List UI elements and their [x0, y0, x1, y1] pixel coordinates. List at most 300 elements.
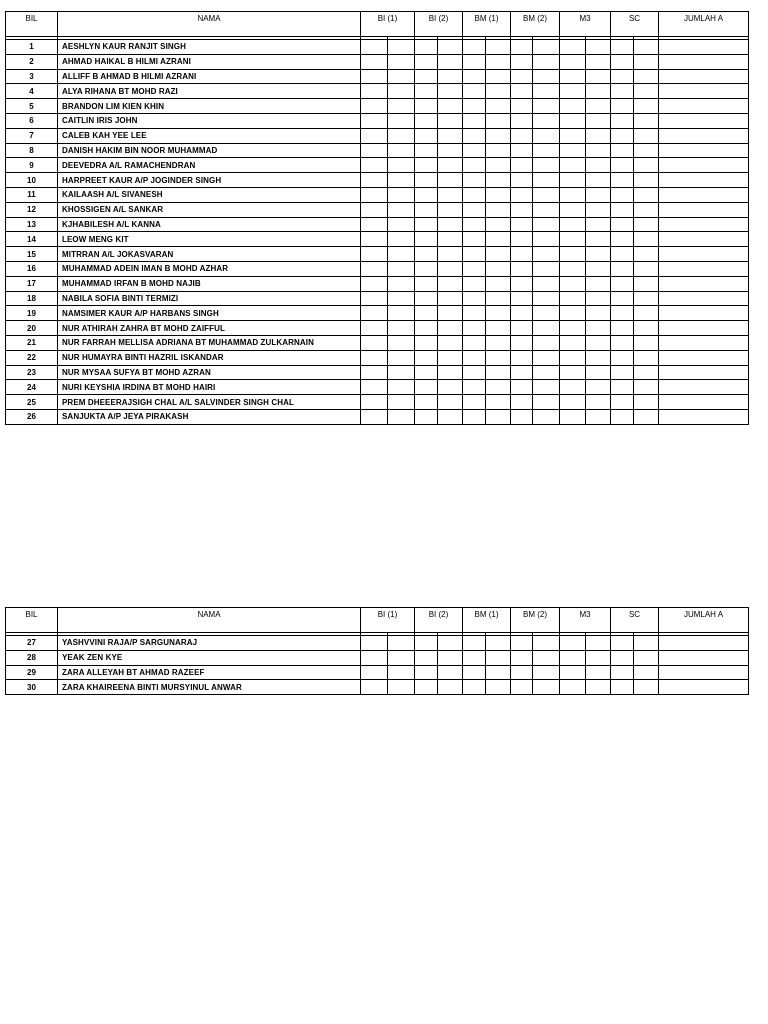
mark-cell[interactable] — [415, 395, 438, 410]
mark-cell[interactable] — [586, 232, 611, 247]
mark-cell[interactable] — [486, 306, 511, 321]
mark-cell[interactable] — [511, 158, 533, 173]
mark-cell[interactable] — [511, 409, 533, 424]
mark-cell[interactable] — [463, 321, 486, 336]
mark-cell[interactable] — [463, 69, 486, 84]
mark-cell[interactable] — [611, 40, 634, 55]
mark-cell[interactable] — [560, 158, 586, 173]
mark-cell[interactable] — [463, 636, 486, 651]
mark-cell[interactable] — [463, 113, 486, 128]
mark-cell[interactable] — [388, 261, 415, 276]
mark-cell[interactable] — [533, 84, 560, 99]
mark-cell[interactable] — [511, 261, 533, 276]
mark-cell[interactable] — [560, 187, 586, 202]
mark-cell[interactable] — [586, 276, 611, 291]
mark-cell[interactable] — [415, 636, 438, 651]
mark-cell[interactable] — [533, 99, 560, 114]
mark-cell[interactable] — [511, 113, 533, 128]
mark-cell[interactable] — [634, 187, 659, 202]
mark-cell[interactable] — [463, 350, 486, 365]
mark-cell[interactable] — [415, 69, 438, 84]
mark-cell[interactable] — [415, 232, 438, 247]
mark-cell[interactable] — [486, 143, 511, 158]
mark-cell[interactable] — [486, 247, 511, 262]
mark-cell[interactable] — [361, 202, 388, 217]
mark-cell[interactable] — [486, 335, 511, 350]
mark-cell[interactable] — [611, 335, 634, 350]
mark-cell[interactable] — [511, 680, 533, 695]
jumlah-cell[interactable] — [659, 143, 749, 158]
mark-cell[interactable] — [560, 173, 586, 188]
mark-cell[interactable] — [586, 261, 611, 276]
mark-cell[interactable] — [611, 128, 634, 143]
mark-cell[interactable] — [361, 173, 388, 188]
mark-cell[interactable] — [361, 650, 388, 665]
mark-cell[interactable] — [560, 306, 586, 321]
mark-cell[interactable] — [634, 291, 659, 306]
mark-cell[interactable] — [634, 680, 659, 695]
jumlah-cell[interactable] — [659, 291, 749, 306]
mark-cell[interactable] — [415, 173, 438, 188]
mark-cell[interactable] — [361, 680, 388, 695]
mark-cell[interactable] — [511, 395, 533, 410]
mark-cell[interactable] — [415, 335, 438, 350]
mark-cell[interactable] — [486, 217, 511, 232]
mark-cell[interactable] — [361, 321, 388, 336]
mark-cell[interactable] — [634, 665, 659, 680]
mark-cell[interactable] — [586, 202, 611, 217]
mark-cell[interactable] — [361, 365, 388, 380]
mark-cell[interactable] — [634, 350, 659, 365]
mark-cell[interactable] — [611, 54, 634, 69]
mark-cell[interactable] — [361, 232, 388, 247]
mark-cell[interactable] — [388, 143, 415, 158]
mark-cell[interactable] — [438, 158, 463, 173]
jumlah-cell[interactable] — [659, 395, 749, 410]
mark-cell[interactable] — [486, 113, 511, 128]
mark-cell[interactable] — [415, 306, 438, 321]
mark-cell[interactable] — [586, 113, 611, 128]
jumlah-cell[interactable] — [659, 321, 749, 336]
mark-cell[interactable] — [463, 365, 486, 380]
mark-cell[interactable] — [415, 291, 438, 306]
mark-cell[interactable] — [511, 173, 533, 188]
mark-cell[interactable] — [415, 187, 438, 202]
mark-cell[interactable] — [634, 261, 659, 276]
mark-cell[interactable] — [560, 128, 586, 143]
mark-cell[interactable] — [533, 276, 560, 291]
mark-cell[interactable] — [486, 232, 511, 247]
mark-cell[interactable] — [486, 40, 511, 55]
mark-cell[interactable] — [463, 247, 486, 262]
mark-cell[interactable] — [415, 128, 438, 143]
mark-cell[interactable] — [361, 84, 388, 99]
mark-cell[interactable] — [463, 128, 486, 143]
mark-cell[interactable] — [415, 54, 438, 69]
mark-cell[interactable] — [634, 113, 659, 128]
mark-cell[interactable] — [486, 84, 511, 99]
mark-cell[interactable] — [438, 380, 463, 395]
jumlah-cell[interactable] — [659, 380, 749, 395]
mark-cell[interactable] — [438, 247, 463, 262]
mark-cell[interactable] — [486, 158, 511, 173]
jumlah-cell[interactable] — [659, 261, 749, 276]
mark-cell[interactable] — [634, 143, 659, 158]
mark-cell[interactable] — [438, 650, 463, 665]
mark-cell[interactable] — [634, 128, 659, 143]
jumlah-cell[interactable] — [659, 680, 749, 695]
mark-cell[interactable] — [415, 276, 438, 291]
mark-cell[interactable] — [634, 365, 659, 380]
mark-cell[interactable] — [361, 143, 388, 158]
mark-cell[interactable] — [388, 84, 415, 99]
mark-cell[interactable] — [586, 84, 611, 99]
mark-cell[interactable] — [634, 247, 659, 262]
mark-cell[interactable] — [388, 365, 415, 380]
mark-cell[interactable] — [586, 665, 611, 680]
mark-cell[interactable] — [415, 380, 438, 395]
mark-cell[interactable] — [415, 365, 438, 380]
mark-cell[interactable] — [361, 306, 388, 321]
mark-cell[interactable] — [463, 202, 486, 217]
mark-cell[interactable] — [438, 232, 463, 247]
mark-cell[interactable] — [634, 395, 659, 410]
mark-cell[interactable] — [388, 69, 415, 84]
mark-cell[interactable] — [560, 680, 586, 695]
mark-cell[interactable] — [388, 291, 415, 306]
mark-cell[interactable] — [438, 291, 463, 306]
mark-cell[interactable] — [388, 128, 415, 143]
mark-cell[interactable] — [560, 113, 586, 128]
mark-cell[interactable] — [611, 276, 634, 291]
mark-cell[interactable] — [533, 650, 560, 665]
mark-cell[interactable] — [533, 365, 560, 380]
mark-cell[interactable] — [438, 335, 463, 350]
mark-cell[interactable] — [560, 232, 586, 247]
mark-cell[interactable] — [463, 395, 486, 410]
mark-cell[interactable] — [388, 232, 415, 247]
mark-cell[interactable] — [511, 350, 533, 365]
mark-cell[interactable] — [361, 665, 388, 680]
mark-cell[interactable] — [560, 380, 586, 395]
mark-cell[interactable] — [438, 350, 463, 365]
mark-cell[interactable] — [634, 84, 659, 99]
mark-cell[interactable] — [438, 276, 463, 291]
mark-cell[interactable] — [586, 321, 611, 336]
mark-cell[interactable] — [511, 276, 533, 291]
mark-cell[interactable] — [611, 247, 634, 262]
mark-cell[interactable] — [511, 187, 533, 202]
mark-cell[interactable] — [611, 143, 634, 158]
mark-cell[interactable] — [463, 380, 486, 395]
mark-cell[interactable] — [438, 187, 463, 202]
jumlah-cell[interactable] — [659, 217, 749, 232]
mark-cell[interactable] — [560, 321, 586, 336]
mark-cell[interactable] — [560, 143, 586, 158]
jumlah-cell[interactable] — [659, 636, 749, 651]
mark-cell[interactable] — [438, 306, 463, 321]
mark-cell[interactable] — [533, 291, 560, 306]
mark-cell[interactable] — [415, 99, 438, 114]
mark-cell[interactable] — [415, 650, 438, 665]
mark-cell[interactable] — [560, 409, 586, 424]
mark-cell[interactable] — [586, 350, 611, 365]
mark-cell[interactable] — [438, 365, 463, 380]
mark-cell[interactable] — [486, 276, 511, 291]
mark-cell[interactable] — [611, 306, 634, 321]
mark-cell[interactable] — [463, 217, 486, 232]
mark-cell[interactable] — [388, 158, 415, 173]
jumlah-cell[interactable] — [659, 276, 749, 291]
mark-cell[interactable] — [634, 409, 659, 424]
mark-cell[interactable] — [586, 409, 611, 424]
mark-cell[interactable] — [388, 173, 415, 188]
mark-cell[interactable] — [560, 365, 586, 380]
mark-cell[interactable] — [486, 350, 511, 365]
mark-cell[interactable] — [361, 276, 388, 291]
mark-cell[interactable] — [611, 187, 634, 202]
mark-cell[interactable] — [361, 99, 388, 114]
mark-cell[interactable] — [388, 680, 415, 695]
mark-cell[interactable] — [438, 321, 463, 336]
mark-cell[interactable] — [634, 202, 659, 217]
mark-cell[interactable] — [361, 158, 388, 173]
mark-cell[interactable] — [511, 128, 533, 143]
mark-cell[interactable] — [388, 380, 415, 395]
jumlah-cell[interactable] — [659, 247, 749, 262]
mark-cell[interactable] — [611, 380, 634, 395]
mark-cell[interactable] — [361, 217, 388, 232]
jumlah-cell[interactable] — [659, 99, 749, 114]
mark-cell[interactable] — [438, 113, 463, 128]
mark-cell[interactable] — [438, 680, 463, 695]
jumlah-cell[interactable] — [659, 306, 749, 321]
mark-cell[interactable] — [586, 54, 611, 69]
mark-cell[interactable] — [560, 69, 586, 84]
jumlah-cell[interactable] — [659, 113, 749, 128]
mark-cell[interactable] — [388, 636, 415, 651]
jumlah-cell[interactable] — [659, 409, 749, 424]
mark-cell[interactable] — [586, 40, 611, 55]
mark-cell[interactable] — [463, 187, 486, 202]
mark-cell[interactable] — [415, 113, 438, 128]
jumlah-cell[interactable] — [659, 202, 749, 217]
mark-cell[interactable] — [533, 335, 560, 350]
jumlah-cell[interactable] — [659, 40, 749, 55]
mark-cell[interactable] — [611, 321, 634, 336]
mark-cell[interactable] — [511, 232, 533, 247]
mark-cell[interactable] — [634, 40, 659, 55]
mark-cell[interactable] — [586, 143, 611, 158]
mark-cell[interactable] — [415, 261, 438, 276]
jumlah-cell[interactable] — [659, 335, 749, 350]
mark-cell[interactable] — [511, 650, 533, 665]
mark-cell[interactable] — [560, 40, 586, 55]
mark-cell[interactable] — [415, 409, 438, 424]
mark-cell[interactable] — [634, 173, 659, 188]
mark-cell[interactable] — [388, 335, 415, 350]
mark-cell[interactable] — [438, 69, 463, 84]
mark-cell[interactable] — [486, 99, 511, 114]
mark-cell[interactable] — [586, 173, 611, 188]
mark-cell[interactable] — [438, 99, 463, 114]
mark-cell[interactable] — [486, 202, 511, 217]
mark-cell[interactable] — [361, 636, 388, 651]
mark-cell[interactable] — [533, 395, 560, 410]
jumlah-cell[interactable] — [659, 187, 749, 202]
mark-cell[interactable] — [415, 247, 438, 262]
mark-cell[interactable] — [560, 636, 586, 651]
mark-cell[interactable] — [438, 409, 463, 424]
mark-cell[interactable] — [611, 232, 634, 247]
mark-cell[interactable] — [438, 40, 463, 55]
mark-cell[interactable] — [361, 380, 388, 395]
mark-cell[interactable] — [511, 380, 533, 395]
mark-cell[interactable] — [438, 202, 463, 217]
mark-cell[interactable] — [486, 54, 511, 69]
jumlah-cell[interactable] — [659, 158, 749, 173]
jumlah-cell[interactable] — [659, 54, 749, 69]
mark-cell[interactable] — [634, 217, 659, 232]
mark-cell[interactable] — [415, 665, 438, 680]
mark-cell[interactable] — [486, 128, 511, 143]
mark-cell[interactable] — [560, 202, 586, 217]
mark-cell[interactable] — [486, 636, 511, 651]
mark-cell[interactable] — [438, 261, 463, 276]
mark-cell[interactable] — [533, 261, 560, 276]
mark-cell[interactable] — [560, 291, 586, 306]
mark-cell[interactable] — [361, 409, 388, 424]
mark-cell[interactable] — [611, 395, 634, 410]
mark-cell[interactable] — [560, 217, 586, 232]
mark-cell[interactable] — [361, 335, 388, 350]
mark-cell[interactable] — [560, 350, 586, 365]
mark-cell[interactable] — [388, 217, 415, 232]
mark-cell[interactable] — [463, 40, 486, 55]
mark-cell[interactable] — [533, 69, 560, 84]
mark-cell[interactable] — [611, 650, 634, 665]
mark-cell[interactable] — [533, 128, 560, 143]
mark-cell[interactable] — [586, 650, 611, 665]
mark-cell[interactable] — [560, 247, 586, 262]
mark-cell[interactable] — [486, 173, 511, 188]
mark-cell[interactable] — [388, 40, 415, 55]
mark-cell[interactable] — [511, 636, 533, 651]
mark-cell[interactable] — [438, 665, 463, 680]
mark-cell[interactable] — [533, 143, 560, 158]
mark-cell[interactable] — [533, 217, 560, 232]
mark-cell[interactable] — [533, 380, 560, 395]
mark-cell[interactable] — [486, 69, 511, 84]
jumlah-cell[interactable] — [659, 365, 749, 380]
mark-cell[interactable] — [611, 84, 634, 99]
mark-cell[interactable] — [634, 158, 659, 173]
jumlah-cell[interactable] — [659, 232, 749, 247]
mark-cell[interactable] — [415, 321, 438, 336]
mark-cell[interactable] — [486, 665, 511, 680]
mark-cell[interactable] — [586, 306, 611, 321]
mark-cell[interactable] — [586, 158, 611, 173]
mark-cell[interactable] — [533, 247, 560, 262]
mark-cell[interactable] — [586, 99, 611, 114]
mark-cell[interactable] — [463, 335, 486, 350]
mark-cell[interactable] — [388, 99, 415, 114]
mark-cell[interactable] — [533, 680, 560, 695]
mark-cell[interactable] — [388, 113, 415, 128]
jumlah-cell[interactable] — [659, 350, 749, 365]
mark-cell[interactable] — [586, 187, 611, 202]
mark-cell[interactable] — [560, 395, 586, 410]
mark-cell[interactable] — [388, 650, 415, 665]
mark-cell[interactable] — [463, 276, 486, 291]
mark-cell[interactable] — [486, 380, 511, 395]
mark-cell[interactable] — [486, 409, 511, 424]
mark-cell[interactable] — [560, 276, 586, 291]
mark-cell[interactable] — [438, 217, 463, 232]
mark-cell[interactable] — [533, 202, 560, 217]
mark-cell[interactable] — [388, 247, 415, 262]
mark-cell[interactable] — [634, 232, 659, 247]
mark-cell[interactable] — [533, 232, 560, 247]
mark-cell[interactable] — [388, 409, 415, 424]
mark-cell[interactable] — [586, 128, 611, 143]
mark-cell[interactable] — [611, 261, 634, 276]
mark-cell[interactable] — [611, 291, 634, 306]
mark-cell[interactable] — [463, 680, 486, 695]
mark-cell[interactable] — [361, 261, 388, 276]
mark-cell[interactable] — [586, 680, 611, 695]
mark-cell[interactable] — [463, 54, 486, 69]
mark-cell[interactable] — [511, 40, 533, 55]
mark-cell[interactable] — [533, 321, 560, 336]
mark-cell[interactable] — [634, 99, 659, 114]
mark-cell[interactable] — [361, 291, 388, 306]
mark-cell[interactable] — [511, 247, 533, 262]
mark-cell[interactable] — [586, 365, 611, 380]
mark-cell[interactable] — [560, 99, 586, 114]
mark-cell[interactable] — [533, 54, 560, 69]
mark-cell[interactable] — [586, 335, 611, 350]
mark-cell[interactable] — [463, 158, 486, 173]
mark-cell[interactable] — [361, 128, 388, 143]
mark-cell[interactable] — [463, 665, 486, 680]
mark-cell[interactable] — [415, 217, 438, 232]
mark-cell[interactable] — [560, 665, 586, 680]
mark-cell[interactable] — [611, 202, 634, 217]
mark-cell[interactable] — [388, 665, 415, 680]
mark-cell[interactable] — [486, 365, 511, 380]
mark-cell[interactable] — [611, 69, 634, 84]
mark-cell[interactable] — [438, 54, 463, 69]
mark-cell[interactable] — [634, 380, 659, 395]
mark-cell[interactable] — [438, 636, 463, 651]
mark-cell[interactable] — [438, 395, 463, 410]
mark-cell[interactable] — [463, 99, 486, 114]
mark-cell[interactable] — [611, 409, 634, 424]
mark-cell[interactable] — [611, 217, 634, 232]
mark-cell[interactable] — [388, 276, 415, 291]
jumlah-cell[interactable] — [659, 128, 749, 143]
mark-cell[interactable] — [415, 158, 438, 173]
mark-cell[interactable] — [611, 636, 634, 651]
mark-cell[interactable] — [533, 409, 560, 424]
mark-cell[interactable] — [560, 650, 586, 665]
mark-cell[interactable] — [463, 232, 486, 247]
mark-cell[interactable] — [361, 113, 388, 128]
mark-cell[interactable] — [463, 409, 486, 424]
mark-cell[interactable] — [361, 350, 388, 365]
mark-cell[interactable] — [486, 650, 511, 665]
